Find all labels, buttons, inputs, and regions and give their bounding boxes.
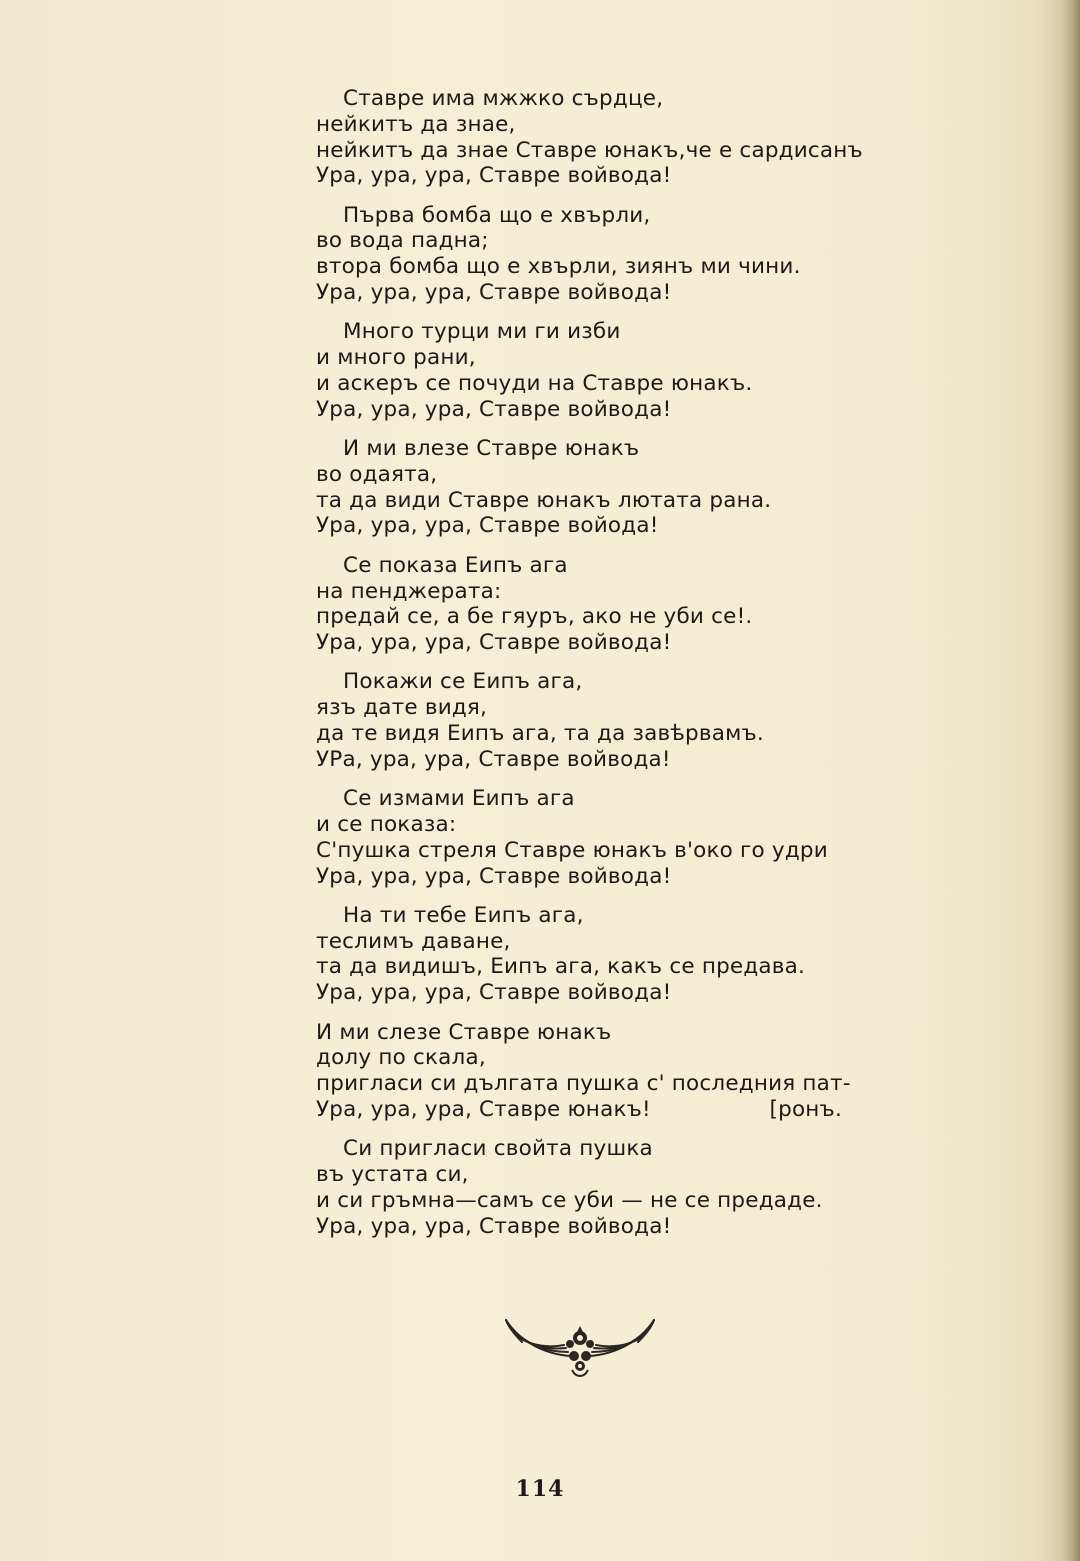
stanza-1 [316,86,863,189]
stanza-9 [316,1020,856,1123]
poem-line: и си гръмна—самъ се уби — не се предаде. [316,1187,823,1213]
poem-line: Покажи се Еипъ ага, [343,669,583,695]
stanza-4 [316,436,856,539]
winged-flower-ornament-icon [500,1312,660,1384]
poem-line: во одаята, [316,461,438,487]
stanza-10 [316,1136,856,1239]
poem-line: Си пригласи свойта пушка [343,1136,653,1162]
poem-refrain: Ура, ура, ура, Ставре войвода! [316,1213,672,1239]
poem-line: теслимъ даване, [316,928,511,954]
poem-line: во вода падна; [316,228,489,254]
stanza-8 [316,903,856,1006]
poem-line: втора бомба що е хвърли, зиянъ ми чини. [316,254,801,280]
poem-refrain: Ура, ура, ура, Ставре войвода! [316,980,672,1006]
poem-line: пригласи си дългата пушка с' последния пат- [316,1071,851,1097]
poem-line: Се показа Еипъ ага [343,552,568,578]
poem-refrain: Ура, ура, ура, Ставре войвода! [316,280,672,306]
poem-refrain: Ура, ура, ура, Ставре войвода! [316,396,672,422]
stanza-5 [316,553,856,656]
poem-refrain: Ура, ура, ура, Ставре юнакъ! [316,1096,651,1122]
poem-refrain: Ура, ура, ура, Ставре войвода! [316,630,672,656]
stanza-2 [316,203,856,306]
stanza-7 [316,786,856,889]
poem-line: На ти тебе Еипъ ага, [343,902,584,928]
stanza-6 [316,669,856,772]
stanza-3 [316,319,856,422]
hyphenation-tail: [ронъ. [769,1096,842,1122]
poem-line: Много турци ми ги изби [343,319,621,345]
poem-line: язъ дате видя, [316,695,488,721]
poem-line: и много рани, [316,345,476,371]
poem-refrain: УРа, ура, ура, Ставре войвода! [316,746,671,772]
poem-line: Първа бомба що е хвърли, [343,202,651,228]
poem-line: С'пушка стреля Ставре юнакъ в'око го удри [316,837,828,863]
poem-refrain: Ура, ура, ура, Ставре войвода! [316,163,672,189]
poem-line: та да видишъ, Еипъ ага, какъ се предава. [316,954,806,980]
poem-line: предай се, а бе гяуръ, ако не уби се!. [316,604,753,630]
poem [316,86,863,1253]
poem-line: да те видя Еипъ ага, та да завѣрвамъ. [316,721,764,747]
poem-line: на пенджерата: [316,578,502,604]
poem-line: Ставре има мжжко сърдце, [343,86,664,111]
poem-line: и аскеръ се почуди на Ставре юнакъ. [316,370,753,396]
poem-line: и се показа: [316,811,457,837]
poem-line: Се измами Еипъ ага [343,786,575,812]
poem-line: та да види Ставре юнакъ лютата рана. [316,487,772,513]
poem-line: нейкитъ да знае, [316,111,516,137]
poem-line: И ми слезе Ставре юнакъ [316,1019,612,1045]
poem-refrain-row [316,1097,842,1123]
page-number: 114 [515,1476,565,1502]
poem-refrain: Ура, ура, ура, Ставре войвода! [316,863,672,889]
poem-line: въ устата си, [316,1161,469,1187]
page-edge-shadow [1062,0,1080,1561]
poem-line: долу по скала, [316,1045,486,1071]
poem-refrain: Ура, ура, ура, Ставре войода! [316,513,659,539]
poem-line: нейкитъ да знае Ставре юнакъ,че е сардисанъ [316,137,863,163]
poem-line: И ми влезе Ставре юнакъ [343,436,640,462]
